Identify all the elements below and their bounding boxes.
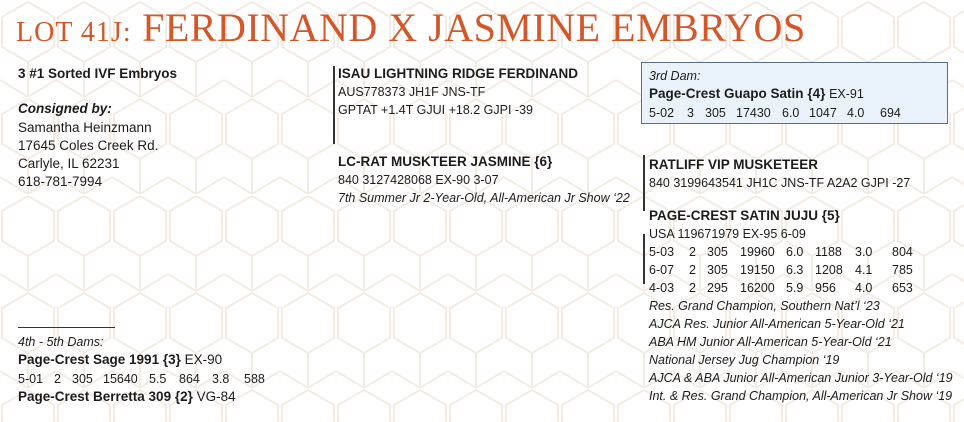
consignor-city: Carlyle, IL 62231 <box>18 156 120 171</box>
third-dam-line <box>649 85 864 103</box>
record-age: 5-03 <box>649 245 675 259</box>
record-protein-pct: 3.8 <box>212 372 230 386</box>
granddam-record <box>649 243 913 261</box>
record-milk: 17430 <box>736 106 771 120</box>
granddam-name: PAGE-CREST SATIN JUJU <box>649 208 819 223</box>
third-dam-tag: {4} <box>807 86 826 101</box>
consignor-address: 17645 Coles Creek Rd. <box>18 138 159 153</box>
fourth-dam-record <box>18 370 265 388</box>
record-milk: 16200 <box>740 281 775 295</box>
record-protein-pct: 3.0 <box>855 245 873 259</box>
fifth-dam-tag: {2} <box>174 389 193 404</box>
record-fat-lbs: 1188 <box>815 245 842 259</box>
record-times: 2 <box>689 263 696 277</box>
granddam-name-line <box>649 207 840 225</box>
record-days: 305 <box>707 263 728 277</box>
fourth-dam-score: EX-90 <box>184 352 223 367</box>
record-fat-lbs: 956 <box>815 281 836 295</box>
lot-title <box>16 2 806 59</box>
record-age: 5-02 <box>649 106 675 120</box>
granddam-award: AJCA & ABA Junior All-American Junior 3-Year-Old ‘19 <box>649 371 953 385</box>
record-protein-pct: 4.0 <box>855 281 873 295</box>
third-dam-score: EX-91 <box>829 87 864 101</box>
granddam-award: AJCA Res. Junior All-American 5-Year-Old ‘21 <box>649 317 905 331</box>
fourth-dam-tag: {3} <box>162 352 181 367</box>
granddam-id: USA 119671979 EX-95 6-09 <box>649 227 806 241</box>
record-protein-pct: 4.0 <box>847 106 865 120</box>
granddam-tag: {5} <box>821 208 840 223</box>
record-protein-lbs: 785 <box>892 263 913 277</box>
sire-bracket-line <box>333 66 335 144</box>
sire-genomics: GPTAT +1.4T GJUI +18.2 GJPI -39 <box>338 103 533 117</box>
fourth-dam <box>18 351 222 369</box>
record-protein-lbs: 694 <box>880 106 901 120</box>
third-dam-heading: 3rd Dam: <box>649 69 701 83</box>
dam-name: LC-RAT MUSKTEER JASMINE <box>338 154 531 169</box>
record-protein-lbs: 653 <box>892 281 913 295</box>
record-protein-lbs: 804 <box>892 245 913 259</box>
dam-id: 840 3127428068 EX-90 3-07 <box>338 173 499 187</box>
consignor-heading: Consigned by: <box>18 101 112 116</box>
record-milk: 15640 <box>103 372 138 386</box>
offering-text: 3 #1 Sorted IVF Embryos <box>18 66 178 81</box>
consignor-phone: 618-781-7994 <box>18 174 103 189</box>
record-protein-pct: 4.1 <box>855 263 873 277</box>
dam-sire-id: 840 3199643541 JH1C JNS-TF A2A2 GJPI -27 <box>649 176 911 190</box>
dams-4-5-heading: 4th - 5th Dams: <box>18 335 104 349</box>
record-fat-pct: 6.0 <box>786 245 804 259</box>
lot-number: LOT 41J: <box>16 17 132 48</box>
fifth-dam <box>18 388 236 406</box>
granddam-bracket-line <box>643 234 645 284</box>
record-days: 305 <box>705 106 726 120</box>
third-dam-name: Page-Crest Guapo Satin <box>649 86 804 101</box>
record-times: 2 <box>54 372 61 386</box>
dam-award: 7th Summer Jr 2-Year-Old, All-American Jr Show ‘22 <box>338 191 630 205</box>
record-days: 305 <box>72 372 93 386</box>
dam-sire-bracket-line <box>643 155 645 211</box>
third-dam-record <box>649 104 901 122</box>
record-fat-pct: 5.9 <box>786 281 804 295</box>
fifth-dam-score: VG-84 <box>196 389 236 404</box>
lot-name: FERDINAND X JASMINE EMBRYOS <box>142 5 806 50</box>
record-fat-pct: 5.5 <box>149 372 167 386</box>
record-fat-pct: 6.0 <box>782 106 800 120</box>
record-times: 2 <box>689 281 696 295</box>
granddam-award: Int. & Res. Grand Champion, All-American Jr Show ‘19 <box>649 389 953 403</box>
record-age: 6-07 <box>649 263 675 277</box>
dam-sire-name: RATLIFF VIP MUSKETEER <box>649 157 819 172</box>
record-fat-lbs: 864 <box>179 372 200 386</box>
divider-line <box>18 327 115 328</box>
consignor-name: Samantha Heinzmann <box>18 120 152 135</box>
granddam-award: ABA HM Junior All-American 5-Year-Old ‘21 <box>649 335 892 349</box>
record-age: 4-03 <box>649 281 675 295</box>
record-times: 3 <box>687 106 694 120</box>
record-milk: 19960 <box>740 245 775 259</box>
record-protein-lbs: 588 <box>244 372 265 386</box>
record-fat-lbs: 1208 <box>815 263 843 277</box>
granddam-record <box>649 279 913 297</box>
granddam-award: National Jersey Jug Champion ‘19 <box>649 353 840 367</box>
dam-name-line <box>338 153 552 171</box>
granddam-award: Res. Grand Champion, Southern Nat’l ‘23 <box>649 299 880 313</box>
record-milk: 19150 <box>740 263 775 277</box>
dam-tag: {6} <box>534 154 553 169</box>
sire-id: AUS778373 JH1F JNS-TF <box>338 85 486 99</box>
fifth-dam-name: Page-Crest Berretta 309 <box>18 389 172 404</box>
granddam-record <box>649 261 913 279</box>
sire-name: ISAU LIGHTNING RIDGE FERDINAND <box>338 66 579 81</box>
fourth-dam-name: Page-Crest Sage 1991 <box>18 352 160 367</box>
record-days: 295 <box>707 281 728 295</box>
record-age: 5-01 <box>18 372 44 386</box>
record-times: 2 <box>689 245 696 259</box>
record-fat-lbs: 1047 <box>809 106 837 120</box>
record-days: 305 <box>707 245 728 259</box>
record-fat-pct: 6.3 <box>786 263 804 277</box>
